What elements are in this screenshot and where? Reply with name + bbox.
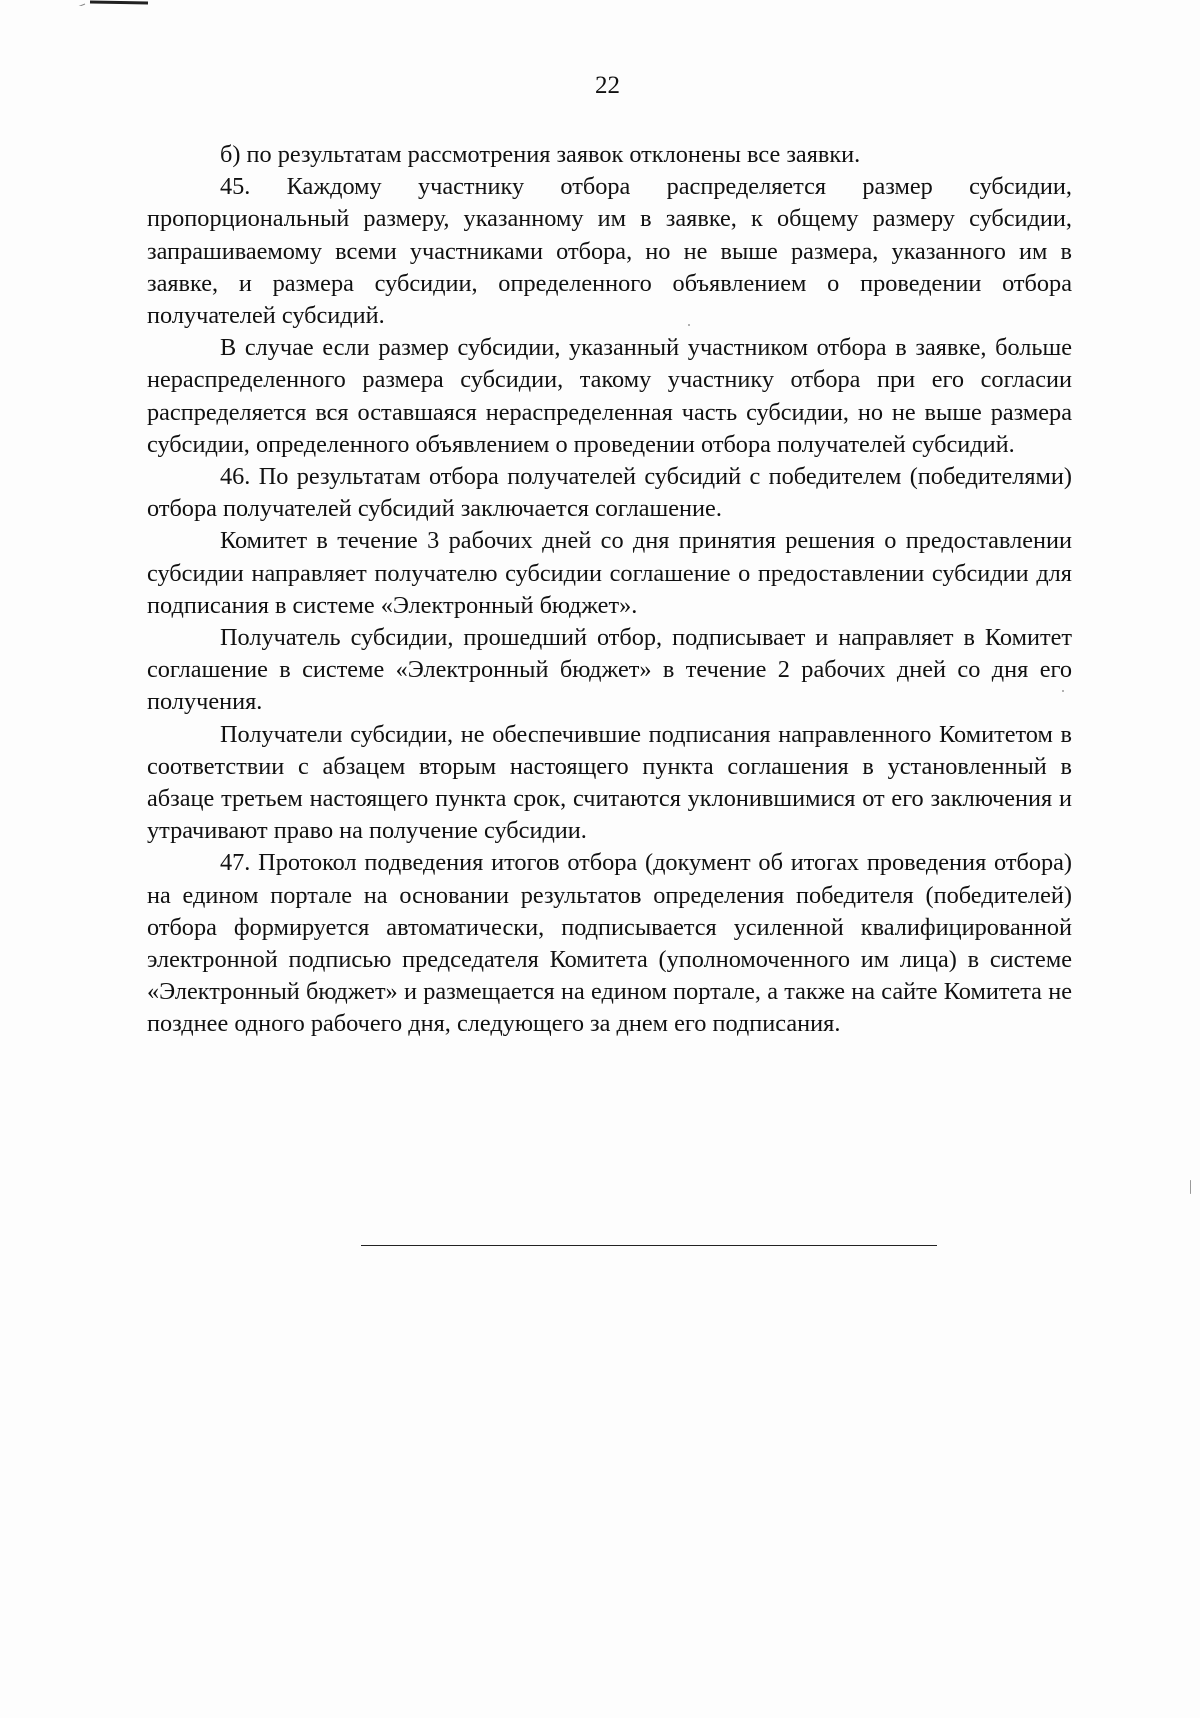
scan-artifact bbox=[1190, 1180, 1191, 1194]
paragraph: б) по результатам рассмотрения заявок отклонены все заявки. bbox=[220, 141, 861, 168]
paragraph: Получатель субсидии, прошедший отбор, подписывает и направляет в Комитет соглашение в системе «Электронный бюджет» в течение 2 рабочих дней со дня его получения. bbox=[147, 624, 1072, 716]
page-number: 22 bbox=[595, 72, 620, 99]
paragraph: 45. Каждому участнику отбора распределяется размер субсидии, пропорциональный размеру, указанному им в заявке, к общему размеру субсидии, запрашиваемому всеми участниками отбора, но не выше размера, указанного им в заявке, и размера субсидии, определенного объявлением о проведении отбора получателей субсидий. bbox=[147, 173, 1072, 330]
paragraph: Получатели субсидии, не обеспечившие подписания направленного Комитетом в соответствии с абзацем вторым настоящего пункта соглашения в установленный в абзаце третьем настоящего пункта срок, считаются уклонившимися от его заключения и утрачивают право на получение субсидии. bbox=[147, 720, 1072, 845]
scan-artifact bbox=[60, 0, 150, 6]
paragraph: 47. Протокол подведения итогов отбора (документ об итогах проведения отбора) на едином портале на основании результатов определения победителя (победителей) отбора формируется автоматически, подписывается усиленной квалифицированной электронной подписью председателя Комитета (уполномоченного им лица) в системе «Электронный бюджет» и размещается на едином портале, а также на сайте Комитета не позднее одного рабочего дня, следующего за днем его подписания. bbox=[147, 849, 1072, 1038]
document-body bbox=[147, 139, 1072, 1041]
paragraph: 46. По результатам отбора получателей субсидий с победителем (победителями) отбора получателей субсидий заключается соглашение. bbox=[147, 463, 1072, 523]
paragraph: В случае если размер субсидии, указанный участником отбора в заявке, больше нераспределенного размера субсидии, такому участнику отбора при его согласии распределяется вся оставшаяся нераспределенная часть субсидии, но не выше размера субсидии, определенного объявлением о проведении отбора получателей субсидий. bbox=[147, 334, 1072, 458]
paragraph: Комитет в течение 3 рабочих дней со дня принятия решения о предоставлении субсидии направляет получателю субсидии соглашение о предоставлении субсидии для подписания в системе «Электронный бюджет». bbox=[147, 527, 1072, 619]
end-of-text-rule bbox=[361, 1245, 937, 1246]
